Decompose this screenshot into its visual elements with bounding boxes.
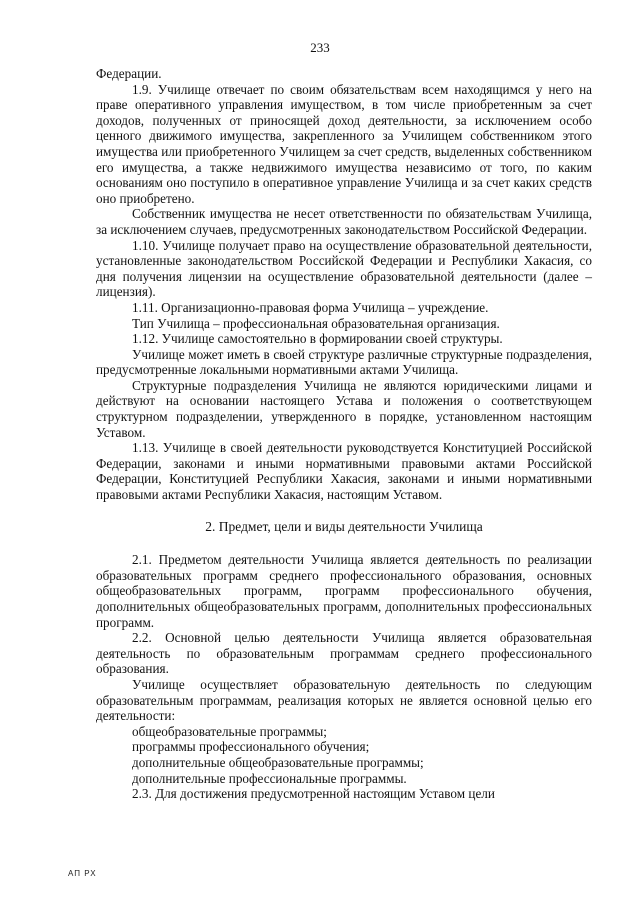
- list-item: программы профессионального обучения;: [132, 739, 370, 755]
- paragraph-1-12: 1.12. Училище самостоятельно в формировании своей структуры.: [132, 331, 503, 347]
- page-number: 233: [310, 40, 330, 55]
- paragraph-2-1: 2.1. Предметом деятельности Училища является деятельность по реализации образовательных программ среднего профессионального образования, основных общеобразовательных программ, программ профессионального обучения, дополнительных общеобразовательных программ, дополнительных профессиональных программ.: [96, 552, 592, 630]
- paragraph-owner-liability: Собственник имущества не несет ответственности по обязательствам Училища, за исключением случаев, предусмотренных законодательством Российской Федерации.: [96, 206, 592, 237]
- paragraph-structure: Училище может иметь в своей структуре различные структурные подразделения, предусмотренные локальными нормативными актами Училища.: [96, 346, 592, 378]
- paragraph-additional-programs: Училище осуществляет образовательную деятельность по следующим образовательным программам, реализация которых не является основной целью его деятельности:: [96, 676, 592, 724]
- paragraph-1-13: 1.13. Училище в своей деятельности руководствуется Конституцией Российской Федерации, законами и иными нормативными правовыми актами Российской Федерации, Конституцией Республики Хакасия, законами и иными нормативными правовыми актами Республики Хакасия, настоящим Уставом.: [96, 440, 592, 503]
- paragraph-type: Тип Училища – профессиональная образовательная организация.: [132, 315, 500, 331]
- list-item: общеобразовательные программы;: [132, 723, 327, 739]
- paragraph-1-9: 1.9. Училище отвечает по своим обязательствам всем находящимся у него на праве оперативного управления имуществом, в том числе приобретенным за счет доходов, полученных от приносящей доход деятельности, за исключением особо ценного движимого имущества, закрепленного за Училищем собственником этого имущества или приобретенного Училищем за счет средств, выделенных собственником его имущества, а также недвижимого имущества независимо от того, по каким основаниям оно поступило в оперативное управление Училища и за счет каких средств оно приобретено.: [96, 81, 592, 206]
- list-item: дополнительные общеобразовательные программы;: [132, 754, 424, 770]
- paragraph-subdivisions: Структурные подразделения Училища не являются юридическими лицами и действуют на основании настоящего Устава и положения о соответствующем структурном подразделении, утвержденного в порядке, установленном настоящим Уставом.: [96, 377, 592, 440]
- paragraph-continuation: Федерации.: [96, 66, 162, 81]
- list-item: дополнительные профессиональные программы.: [132, 770, 407, 786]
- document-body: [96, 66, 592, 802]
- paragraph-1-11: 1.11. Организационно-правовая форма Училища – учреждение.: [132, 299, 489, 315]
- section-heading: 2. Предмет, цели и виды деятельности Училища: [205, 518, 483, 534]
- paragraph-2-3: 2.3. Для достижения предусмотренной настоящим Уставом цели: [132, 786, 495, 802]
- paragraph-2-2: 2.2. Основной целью деятельности Училища является образовательная деятельность по образовательным программам среднего профессионального образования.: [96, 630, 592, 677]
- paragraph-1-10: 1.10. Училище получает право на осуществление образовательной деятельности, установленные законодательством Российской Федерации и Республики Хакасия, со дня получения лицензии на осуществление образовательной деятельности (далее – лицензия).: [96, 237, 592, 300]
- footer-mark: АП РХ: [68, 869, 97, 878]
